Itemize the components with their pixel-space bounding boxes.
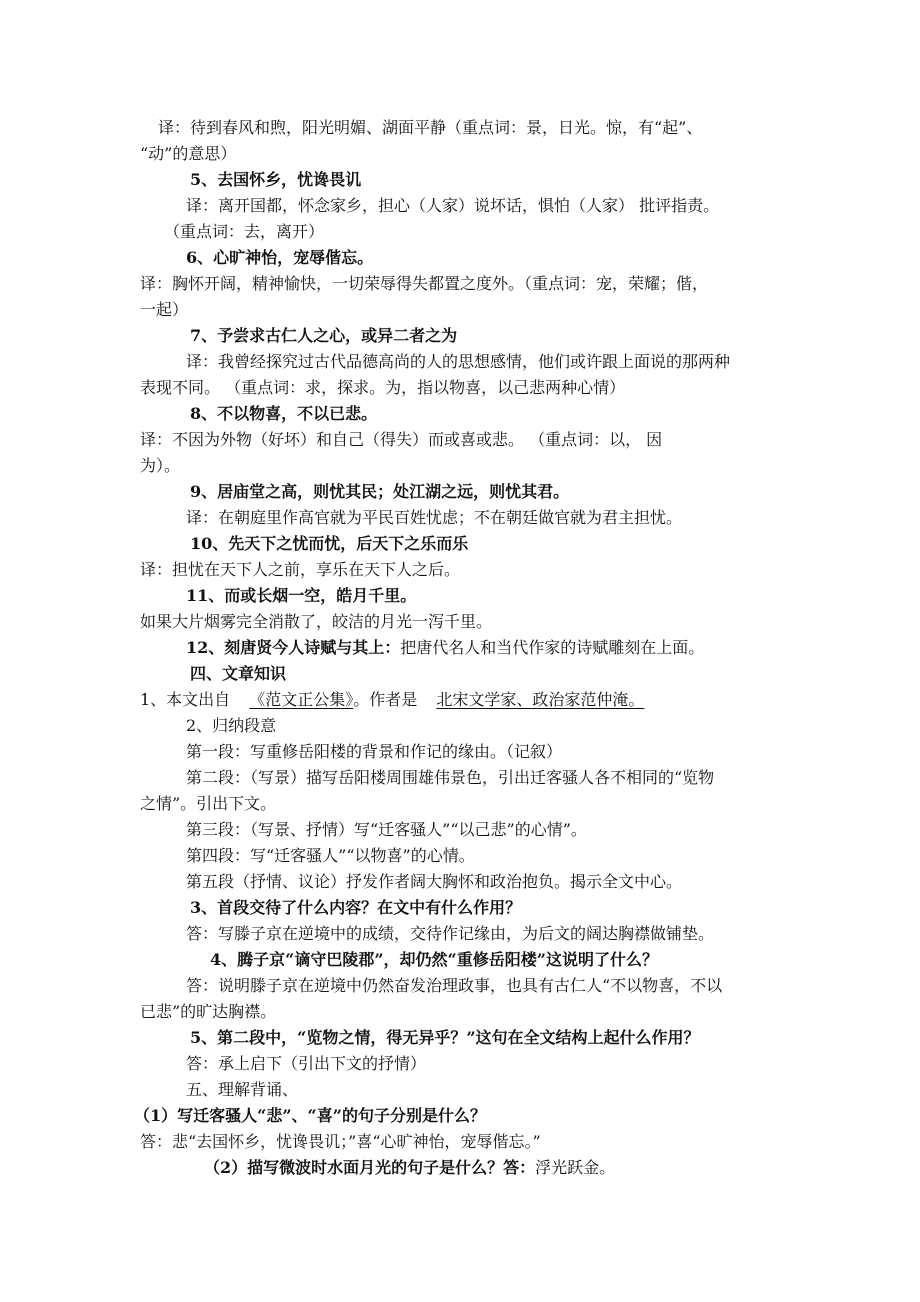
translation-span: 把唐代名人和当代作家的诗赋雕刻在上面。 xyxy=(400,638,705,657)
text-line: 2、归纳段意 xyxy=(186,716,277,735)
question-span: （2）描写微波时水面月光的句子是什么？答： xyxy=(204,1158,536,1177)
text-line: 一起） xyxy=(140,300,189,319)
text-line: 译：离开国都，怀念家乡，担心（人家）说坏话，惧怕（人家） 批评指责。 xyxy=(186,196,720,215)
source-book: 《范文正公集》 xyxy=(249,690,354,709)
text-line xyxy=(186,637,704,659)
heading-span: 12、刻唐贤今人诗赋与其上： xyxy=(186,638,401,657)
heading-line: 10、先天下之忧而忧，后天下之乐而乐 xyxy=(190,534,469,553)
heading-line: 7、予尝求古仁人之心，或异二者之为 xyxy=(190,326,458,345)
author-label: 。作者是 xyxy=(353,690,423,709)
text-line: 第五段（抒情、议论）抒发作者阔大胸怀和政治抱负。揭示全文中心。 xyxy=(186,872,683,891)
question-line: 3、首段交待了什么内容？在文中有什么作用？ xyxy=(190,898,522,917)
text-line: 译：不因为外物（好坏）和自己（得失）而或喜或悲。 （重点词：以， 因 xyxy=(140,430,663,449)
text-line xyxy=(140,689,644,711)
text-line: 表现不同。 （重点词：求，探求。为，指以物喜，以己悲两种心情） xyxy=(140,378,626,397)
heading-line: 9、居庙堂之高，则忧其民；处江湖之远，则忧其君。 xyxy=(190,482,570,501)
heading-line: 5、去国怀乡，忧谗畏讥 xyxy=(190,170,362,189)
section-heading: 五、理解背诵、 xyxy=(186,1080,299,1099)
text-line: 译：胸怀开阔，精神愉快，一切荣辱得失都置之度外。（重点词：宠，荣耀；偕， xyxy=(140,274,709,293)
section-heading: 四、文章知识 xyxy=(190,664,287,683)
heading-line: 11、而或长烟一空，皓月千里。 xyxy=(186,586,417,605)
text-line: 第四段：写“迁客骚人”“以物喜”的心情。 xyxy=(186,846,475,865)
answer-line: 答：写滕子京在逆境中的成绩，交待作记缘由，为后文的阔达胸襟做铺垫。 xyxy=(186,924,715,943)
author-name: 北宋文学家、政治家范仲淹。 xyxy=(436,690,645,709)
question-line: 4、腾子京“谪守巴陵郡”，却仍然“重修岳阳楼”这说明了什么？ xyxy=(210,950,658,969)
answer-line: 答：说明滕子京在逆境中仍然奋发治理政事，也具有古仁人“不以物喜，不以 xyxy=(186,976,723,995)
text-line: “动”的意思） xyxy=(140,144,237,163)
text-line xyxy=(204,1157,615,1179)
text-line: 之情”。引出下文。 xyxy=(140,794,277,813)
text-line: 译：我曾经探究过古代品德高尚的人的思想感情，他们或许跟上面说的那两种 xyxy=(186,352,731,371)
answer-span: 浮光跃金。 xyxy=(535,1158,616,1177)
answer-line: 答：悲“去国怀乡，忧谗畏讥；”喜“心旷神怡，宠辱偕忘。” xyxy=(140,1132,541,1151)
answer-line: 已悲”的旷达胸襟。 xyxy=(140,1002,277,1021)
text-line: （重点词：去，离开） xyxy=(164,222,325,241)
text-line: 第二段：（写景）描写岳阳楼周围雄伟景色，引出迁客骚人各不相同的“览物 xyxy=(186,768,715,787)
question-line: 5、第二段中，“览物之情，得无异乎？”这句在全文结构上起什么作用？ xyxy=(190,1028,700,1047)
text-line: 译：担忧在天下人之前，享乐在天下人之后。 xyxy=(140,560,461,579)
text-line: 第三段：（写景、抒情）写“迁客骚人”“以己悲”的心情”。 xyxy=(186,820,587,839)
text-line: 为）。 xyxy=(140,456,181,475)
source-label: 1、本文出自 xyxy=(140,690,236,709)
text-line: 第一段：写重修岳阳楼的背景和作记的缘由。（记叙） xyxy=(186,742,563,761)
text-line: 译：在朝庭里作高官就为平民百姓忧虑；不在朝廷做官就为君主担忧。 xyxy=(186,508,683,527)
text-line: 译：待到春风和煦，阳光明媚、湖面平静（重点词：景，日光。惊，有“起”、 xyxy=(158,118,703,137)
text-line: 如果大片烟雾完全消散了，皎洁的月光一泻千里。 xyxy=(140,612,493,631)
heading-line: 8、不以物喜，不以已悲。 xyxy=(190,404,378,423)
heading-line: 6、心旷神怡，宠辱偕忘。 xyxy=(186,248,374,267)
answer-line: 答：承上启下（引出下文的抒情） xyxy=(186,1054,427,1073)
question-line: （1）写迁客骚人“悲”、“喜”的句子分别是什么？ xyxy=(134,1106,486,1125)
